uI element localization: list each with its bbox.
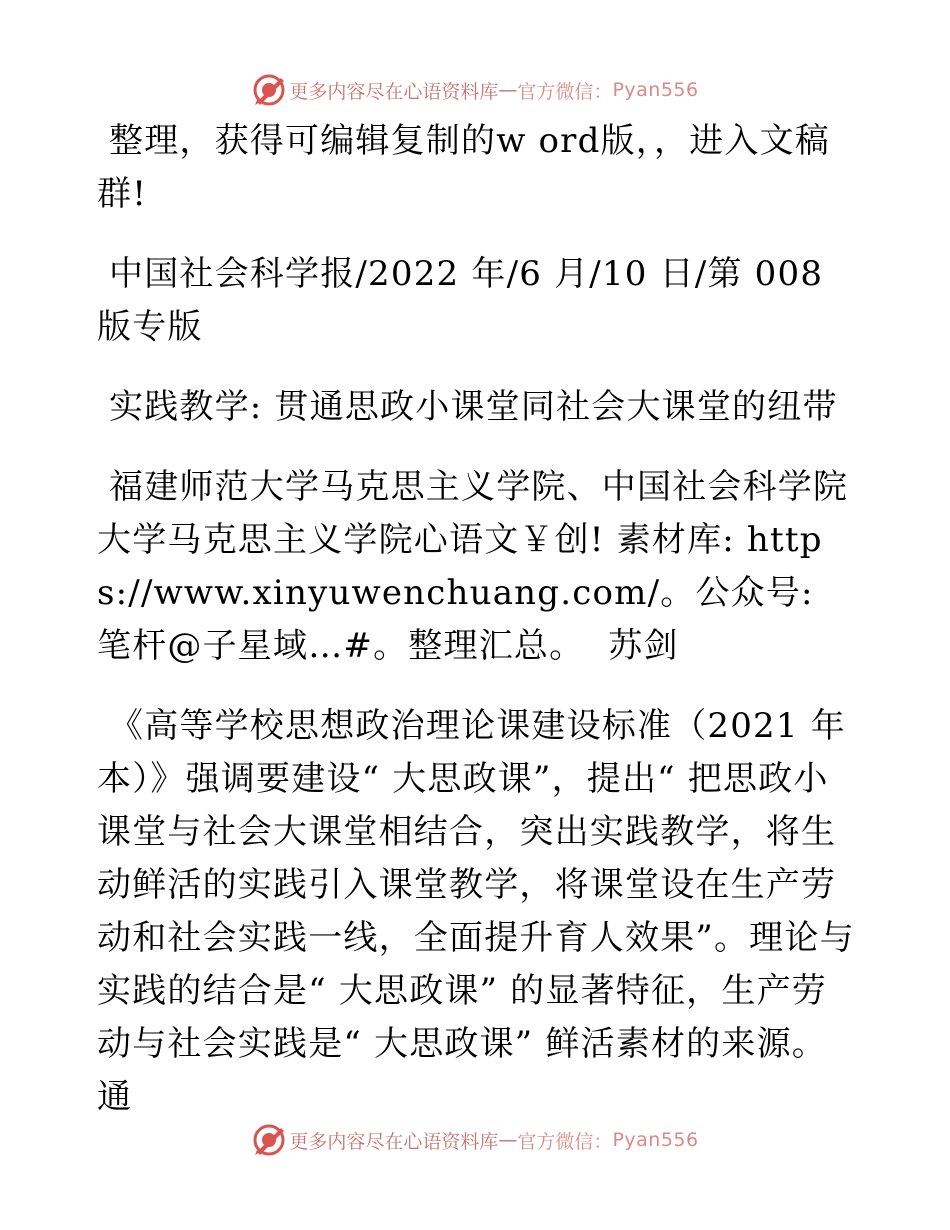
watermark-wechat-id: Pyan556 [612, 1129, 699, 1151]
watermark-wechat-label: 官方微信： [517, 80, 613, 103]
pen-logo-icon [251, 72, 287, 108]
pen-logo-icon [251, 1122, 287, 1158]
document-content [97, 115, 857, 1124]
article-title: 实践教学: 贯通思政小课堂同社会大课堂的纽带 [109, 387, 838, 427]
intro-paragraph: 整理，获得可编辑复制的w ord版，，进入文稿群! [97, 121, 830, 214]
watermark-separator: — [498, 1129, 518, 1151]
watermark-wechat-id: Pyan556 [612, 79, 699, 101]
watermark-site-text: 更多内容尽在心语资料库 [289, 80, 499, 103]
watermark-separator: — [498, 79, 518, 101]
watermark-site-text: 更多内容尽在心语资料库 [289, 1130, 499, 1153]
source-line: 中国社会科学报/2022 年/6 月/10 日/第 008 版专版 [97, 254, 836, 347]
header-watermark [0, 70, 950, 110]
authors-paragraph: 福建师范大学马克思主义学院、中国社会科学院大学马克思主义学院心语文￥创! 素材库: https://www.xinyuwenchuang.com/。公众号: 笔杆@子星域…#。整理汇总。 苏剑 [97, 467, 849, 666]
body-paragraph: 《高等学校思想政治理论课建设标准（2021 年本）》强调要建设“ 大思政课”，提出“ 把思政小课堂与社会大课堂相结合，突出实践教学，将生动鲜活的实践引入课堂教学，将课堂设在生产劳动和社会实践一线，全面提升育人效果”。理论与实践的结合是“ 大思政课” 的显著特征，生产劳动与社会实践是“ 大思政课” 鲜活素材的来源。通 [97, 706, 855, 1117]
watermark-wechat-label: 官方微信： [517, 1130, 613, 1153]
footer-watermark [0, 1120, 950, 1160]
